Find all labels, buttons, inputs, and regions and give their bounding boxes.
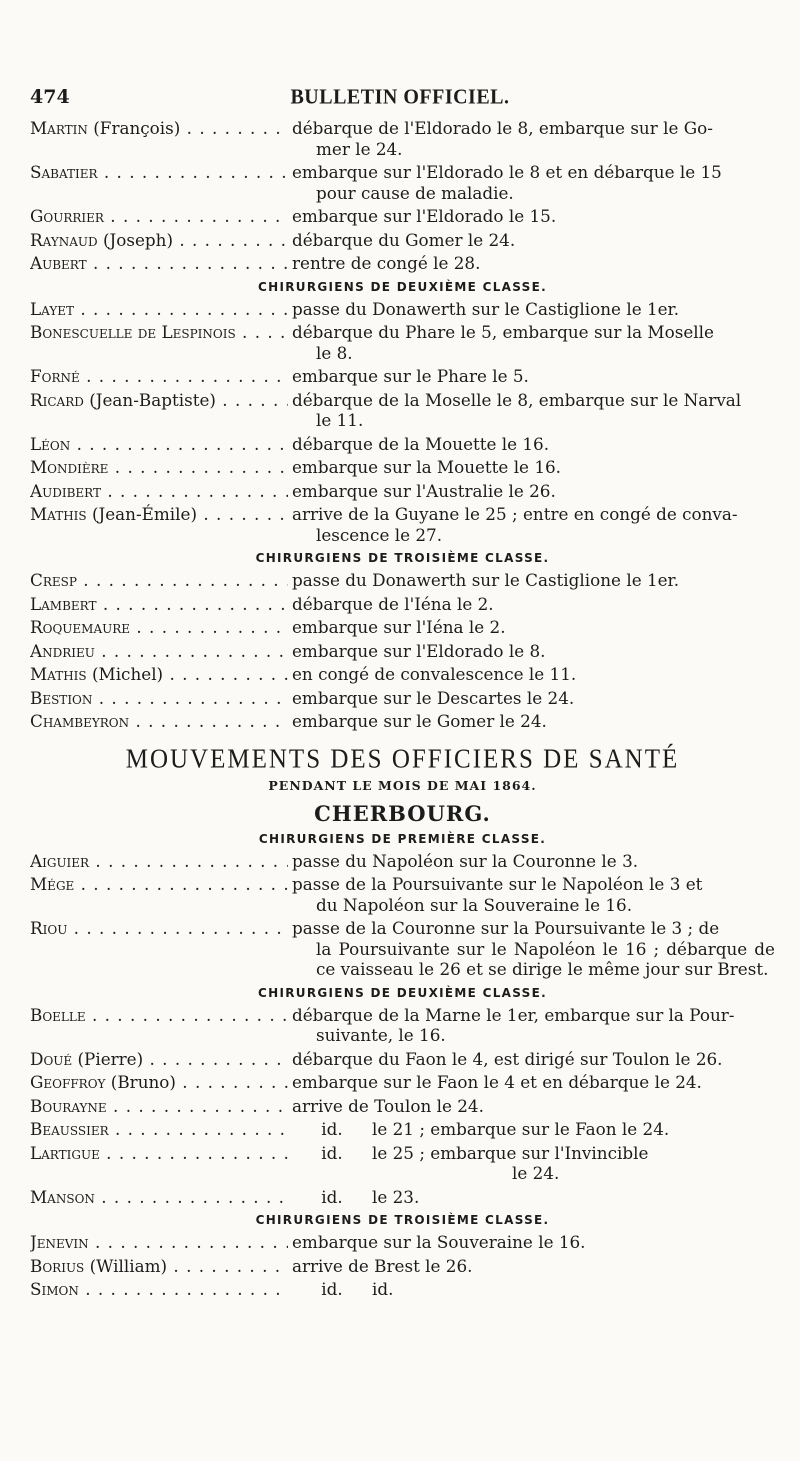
entry-name xyxy=(30,504,288,525)
officer-surname: Riou xyxy=(30,918,68,938)
entry-action xyxy=(288,299,775,320)
officer-surname: Mége xyxy=(30,874,75,894)
list-item xyxy=(30,1072,775,1093)
officer-surname: Aubert xyxy=(30,253,87,273)
officer-surname: Doué xyxy=(30,1048,73,1069)
officer-given-name: (Jean-Baptiste) xyxy=(83,389,216,410)
city-heading: CHERBOURG. xyxy=(314,800,491,826)
action-text: embarque sur l'Eldorado le 15. xyxy=(292,206,557,226)
list-item xyxy=(30,118,775,159)
list-item xyxy=(30,366,775,387)
list-item xyxy=(30,641,775,662)
action-text: débarque de la Mouette le 16. xyxy=(292,433,550,454)
entry-action xyxy=(288,206,775,227)
list-item xyxy=(30,1049,775,1070)
page-header xyxy=(30,86,770,116)
section-heading: CHIRURGIENS DE DEUXIÈME CLASSE. xyxy=(258,985,547,1000)
officer-given-name: (Michel) xyxy=(86,664,164,684)
main-title: MOUVEMENTS DES OFFICIERS DE SANTÉ xyxy=(125,744,680,774)
entry-action xyxy=(288,504,775,545)
entries-cherbourg-first-class xyxy=(30,851,775,980)
officer-surname: Mathis xyxy=(30,504,87,524)
action-continuation: le 24. xyxy=(512,1163,560,1183)
entry-action xyxy=(288,230,775,251)
action-text: embarque sur l'Iéna le 2. xyxy=(292,617,506,637)
action-text: embarque sur le Descartes le 24. xyxy=(292,687,575,708)
list-item xyxy=(30,504,775,545)
officer-surname: Bonescuelle de Lespinois xyxy=(30,322,236,342)
entry-name xyxy=(30,366,288,387)
officer-surname: Boelle xyxy=(30,1004,86,1025)
entry-name xyxy=(30,206,288,227)
list-item xyxy=(30,230,775,251)
entry-action xyxy=(288,617,775,638)
officer-given-name: (François) xyxy=(87,118,181,138)
entries-cherbourg-second-class-id xyxy=(30,1119,775,1207)
entry-action xyxy=(288,1256,775,1277)
officer-surname: Léon xyxy=(30,433,71,454)
action-text: passe du Napoléon sur la Couronne le 3. xyxy=(292,850,639,871)
entry-action xyxy=(288,1096,775,1117)
officer-given-name: (Joseph) xyxy=(97,229,173,250)
entry-name xyxy=(30,1232,288,1253)
entry-name xyxy=(30,688,288,709)
entry-action xyxy=(288,1143,775,1184)
action-text: débarque du Faon le 4, est dirigé sur Toulon le 26. xyxy=(292,1048,723,1069)
action-text: en congé de convalescence le 11. xyxy=(292,664,577,684)
entry-action xyxy=(288,641,775,662)
entry-name xyxy=(30,1005,288,1026)
entry-action xyxy=(288,1005,775,1046)
entry-action xyxy=(288,570,775,591)
entry-name xyxy=(30,481,288,502)
idem-mark: id. xyxy=(321,1279,343,1299)
section-heading: CHIRURGIENS DE DEUXIÈME CLASSE. xyxy=(258,279,547,294)
entry-name xyxy=(30,1119,288,1140)
action-text: passe de la Couronne sur la Poursuivante le 3 ; de xyxy=(292,918,720,938)
entry-action xyxy=(288,874,775,915)
list-item xyxy=(30,874,775,915)
section-heading: CHIRURGIENS DE TROISIÈME CLASSE. xyxy=(255,1213,550,1227)
officer-surname: Lambert xyxy=(30,593,97,614)
entry-name xyxy=(30,1187,288,1208)
section-heading: CHIRURGIENS DE PREMIÈRE CLASSE. xyxy=(258,831,547,846)
entry-action xyxy=(288,434,775,455)
action-text: débarque de l'Iéna le 2. xyxy=(292,593,494,614)
entry-name xyxy=(30,118,288,139)
entry-name xyxy=(30,617,288,638)
entry-action xyxy=(288,711,775,732)
officer-surname: Ricard xyxy=(30,389,84,410)
action-text: débarque de la Moselle le 8, embarque sur le Narval xyxy=(292,389,742,410)
list-item xyxy=(30,1119,775,1140)
action-text: embarque sur le Phare le 5. xyxy=(292,366,529,386)
list-item xyxy=(30,434,775,455)
entry-action xyxy=(288,1119,775,1140)
officer-surname: Chambeyron xyxy=(30,711,130,731)
action-continuation: le 11. xyxy=(316,410,364,430)
entry-name xyxy=(30,664,288,685)
entry-name xyxy=(30,390,288,411)
entry-name xyxy=(30,874,288,895)
officer-surname: Bestion xyxy=(30,687,93,708)
officer-surname: Simon xyxy=(30,1279,79,1299)
page-number: 474 xyxy=(30,86,70,108)
list-item xyxy=(30,688,775,709)
entry-action xyxy=(288,594,775,615)
list-item xyxy=(30,617,775,638)
idem-mark: id. xyxy=(321,1186,343,1207)
entry-name xyxy=(30,253,288,274)
entry-name xyxy=(30,570,288,591)
entry-action xyxy=(288,1232,775,1253)
action-text: rentre de congé le 28. xyxy=(292,253,481,273)
entry-name xyxy=(30,1279,288,1300)
action-continuation: mer le 24. xyxy=(316,138,403,159)
entry-action xyxy=(288,851,775,872)
officer-surname: Cresp xyxy=(30,570,77,590)
entry-name xyxy=(30,1096,288,1117)
entry-action xyxy=(288,118,775,159)
entry-action xyxy=(288,1187,775,1208)
list-item xyxy=(30,1279,775,1300)
action-text: embarque sur le Faon le 4 et en débarque le 24. xyxy=(292,1072,702,1092)
entry-action xyxy=(288,918,775,980)
action-text: arrive de Brest le 26. xyxy=(292,1255,473,1276)
officer-surname: Audibert xyxy=(30,480,101,501)
action-text: id. xyxy=(372,1279,394,1299)
list-item xyxy=(30,1232,775,1253)
entry-name xyxy=(30,230,288,251)
list-item xyxy=(30,322,775,363)
entry-name xyxy=(30,918,288,939)
officer-surname: Mathis xyxy=(30,664,87,684)
action-continuation: pour cause de maladie. xyxy=(316,182,514,203)
entry-name xyxy=(30,641,288,662)
officer-surname: Martin xyxy=(30,118,88,138)
officer-surname: Jenevin xyxy=(30,1232,89,1252)
list-item xyxy=(30,206,775,227)
action-continuation: suivante, le 16. xyxy=(316,1025,446,1045)
entry-action xyxy=(288,366,775,387)
action-text: le 25 ; embarque sur l'Invincible xyxy=(372,1142,649,1163)
officer-surname: Lartigue xyxy=(30,1142,100,1163)
officer-surname: Layet xyxy=(30,298,75,319)
action-text: passe de la Poursuivante sur le Napoléon le 3 et xyxy=(292,874,703,894)
list-item xyxy=(30,457,775,478)
running-title: BULLETIN OFFICIEL. xyxy=(290,85,510,109)
list-item xyxy=(30,299,775,320)
list-item xyxy=(30,1256,775,1277)
idem-mark: id. xyxy=(321,1142,343,1163)
action-text: embarque sur l'Eldorado le 8. xyxy=(292,640,546,661)
list-item xyxy=(30,851,775,872)
action-continuation: la Poursuivante sur le Napoléon le 16 ; débarque de ce vaisseau le 26 et se dirige le même jour sur Brest. xyxy=(316,938,775,979)
entry-name xyxy=(30,434,288,455)
entry-name xyxy=(30,851,288,872)
entry-name xyxy=(30,322,288,343)
entry-action xyxy=(288,481,775,502)
list-item xyxy=(30,162,775,203)
list-item xyxy=(30,664,775,685)
entries-cherbourg-third-class-id xyxy=(30,1279,775,1300)
officer-surname: Beaussier xyxy=(30,1119,109,1139)
action-text: embarque sur l'Eldorado le 8 et en débarque le 15 xyxy=(292,162,722,182)
action-text: le 23. xyxy=(372,1186,420,1207)
list-item xyxy=(30,481,775,502)
entry-name xyxy=(30,594,288,615)
entry-action xyxy=(288,664,775,685)
list-item xyxy=(30,594,775,615)
entries-first-class-continued xyxy=(30,118,775,274)
officer-surname: Sabatier xyxy=(30,162,98,182)
entry-name xyxy=(30,1143,288,1164)
officer-given-name: (Bruno) xyxy=(105,1072,176,1092)
entry-name xyxy=(30,162,288,183)
entry-name xyxy=(30,457,288,478)
entry-action xyxy=(288,390,775,431)
action-text: débarque du Gomer le 24. xyxy=(292,229,516,250)
entry-name xyxy=(30,711,288,732)
action-text: passe du Donawerth sur le Castiglione le 1er. xyxy=(292,298,680,319)
action-text: débarque de l'Eldorado le 8, embarque sur le Go- xyxy=(292,118,713,138)
entry-action xyxy=(288,688,775,709)
list-item xyxy=(30,711,775,732)
list-item xyxy=(30,918,775,980)
list-item xyxy=(30,1096,775,1117)
action-text: embarque sur le Gomer le 24. xyxy=(292,711,547,731)
entry-name xyxy=(30,299,288,320)
action-text: arrive de la Guyane le 25 ; entre en congé de conva- xyxy=(292,504,738,524)
entry-name xyxy=(30,1256,288,1277)
officer-given-name: (Pierre) xyxy=(72,1048,144,1069)
entries-third-class xyxy=(30,570,775,732)
action-continuation: le 8. xyxy=(316,342,353,363)
entries-second-class xyxy=(30,299,775,546)
entry-action xyxy=(288,457,775,478)
officer-surname: Aiguier xyxy=(30,850,90,871)
entry-action xyxy=(288,1072,775,1093)
action-text: débarque du Phare le 5, embarque sur la Moselle xyxy=(292,322,714,342)
entry-action xyxy=(288,162,775,203)
officer-surname: Roquemaure xyxy=(30,617,131,637)
officer-surname: Manson xyxy=(30,1186,95,1207)
entry-action xyxy=(288,253,775,274)
list-item xyxy=(30,1187,775,1208)
entry-name xyxy=(30,1049,288,1070)
officer-surname: Forné xyxy=(30,366,80,386)
section-heading: CHIRURGIENS DE TROISIÈME CLASSE. xyxy=(255,551,550,565)
entries-cherbourg-second-class xyxy=(30,1005,775,1117)
entry-action xyxy=(288,1279,775,1300)
list-item xyxy=(30,570,775,591)
officer-surname: Geoffroy xyxy=(30,1072,106,1092)
officer-surname: Bourayne xyxy=(30,1095,107,1116)
action-text: arrive de Toulon le 24. xyxy=(292,1095,484,1116)
action-text: embarque sur la Mouette le 16. xyxy=(292,457,562,477)
main-subtitle: PENDANT LE MOIS DE MAI 1864. xyxy=(268,777,537,793)
officer-given-name: (William) xyxy=(84,1255,168,1276)
action-continuation: lescence le 27. xyxy=(316,524,443,545)
officer-surname: Borius xyxy=(30,1255,85,1276)
action-text: embarque sur l'Australie le 26. xyxy=(292,480,556,501)
officer-surname: Gourrier xyxy=(30,206,104,226)
list-item xyxy=(30,253,775,274)
action-text: débarque de la Marne le 1er, embarque sur la Pour- xyxy=(292,1004,735,1025)
officer-given-name: (Jean-Émile) xyxy=(86,504,198,524)
officer-surname: Andrieu xyxy=(30,640,95,661)
action-text: passe du Donawerth sur le Castiglione le 1er. xyxy=(292,570,680,590)
page-content xyxy=(30,118,775,1303)
entry-action xyxy=(288,1049,775,1070)
idem-mark: id. xyxy=(321,1119,343,1139)
action-text: le 21 ; embarque sur le Faon le 24. xyxy=(372,1119,670,1139)
action-continuation: du Napoléon sur la Souveraine le 16. xyxy=(316,894,633,915)
entries-cherbourg-third-class xyxy=(30,1232,775,1276)
entry-action xyxy=(288,322,775,363)
action-text: embarque sur la Souveraine le 16. xyxy=(292,1232,586,1252)
list-item xyxy=(30,1005,775,1046)
list-item xyxy=(30,1143,775,1184)
officer-surname: Mondière xyxy=(30,457,109,477)
officer-surname: Raynaud xyxy=(30,229,98,250)
entry-name xyxy=(30,1072,288,1093)
list-item xyxy=(30,390,775,431)
